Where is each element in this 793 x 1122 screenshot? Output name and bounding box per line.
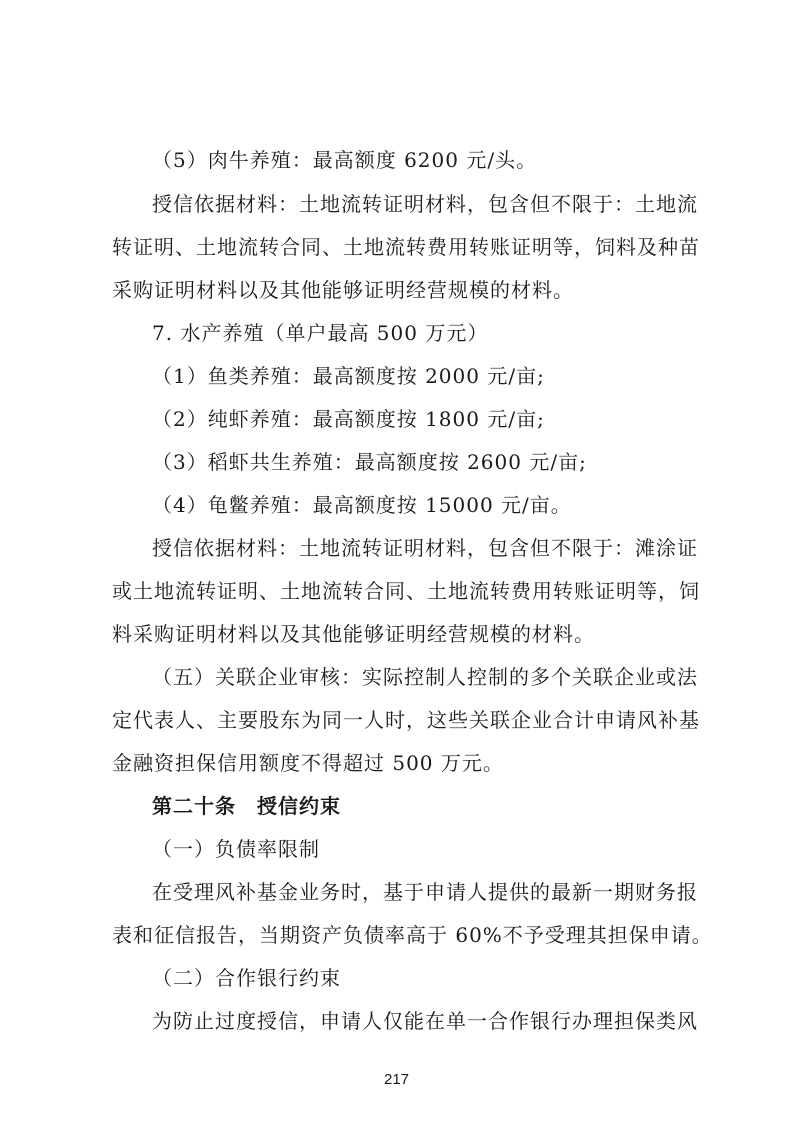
paragraph-line: 授信依据材料：土地流转证明材料，包含但不限于：土地流 bbox=[152, 192, 698, 216]
list-item: （2）纯虾养殖：最高额度按 1800 元/亩; bbox=[152, 407, 545, 431]
paragraph-line: 为防止过度授信，申请人仅能在单一合作银行办理担保类风 bbox=[152, 1009, 698, 1033]
list-item: （4）龟鳖养殖：最高额度按 15000 元/亩。 bbox=[152, 493, 572, 517]
paragraph-line: 料采购证明材料以及其他能够证明经营规模的材料。 bbox=[112, 622, 595, 646]
page-number: 217 bbox=[383, 1071, 410, 1088]
paragraph-line: 授信依据材料：土地流转证明材料，包含但不限于：滩涂证 bbox=[152, 536, 698, 560]
paragraph-line: （5）肉牛养殖：最高额度 6200 元/头。 bbox=[152, 148, 538, 172]
article-heading: 第二十条 授信约束 bbox=[152, 794, 341, 818]
section-subtitle: （一）负债率限制 bbox=[152, 837, 320, 861]
section-subtitle: 7. 水产养殖（单户最高 500 万元） bbox=[152, 321, 489, 345]
paragraph-line: 在受理风补基金业务时，基于申请人提供的最新一期财务报 bbox=[152, 880, 698, 904]
paragraph-line: 定代表人、主要股东为同一人时，这些关联企业合计申请风补基 bbox=[112, 708, 700, 732]
paragraph-line: （五）关联企业审核：实际控制人控制的多个关联企业或法 bbox=[152, 665, 698, 689]
paragraph-line: 金融资担保信用额度不得超过 500 万元。 bbox=[112, 751, 504, 775]
paragraph-line: 采购证明材料以及其他能够证明经营规模的材料。 bbox=[112, 278, 574, 302]
paragraph-line: 表和征信报告，当期资产负债率高于 60%不予受理其担保申请。 bbox=[112, 923, 713, 947]
list-item: （1）鱼类养殖：最高额度按 2000 元/亩; bbox=[152, 364, 545, 388]
section-subtitle: （二）合作银行约束 bbox=[152, 966, 341, 990]
paragraph-line: 或土地流转证明、土地流转合同、土地流转费用转账证明等，饲 bbox=[112, 579, 700, 603]
paragraph-line: 转证明、土地流转合同、土地流转费用转账证明等，饲料及种苗 bbox=[112, 235, 700, 259]
list-item: （3）稻虾共生养殖：最高额度按 2600 元/亩; bbox=[152, 450, 587, 474]
